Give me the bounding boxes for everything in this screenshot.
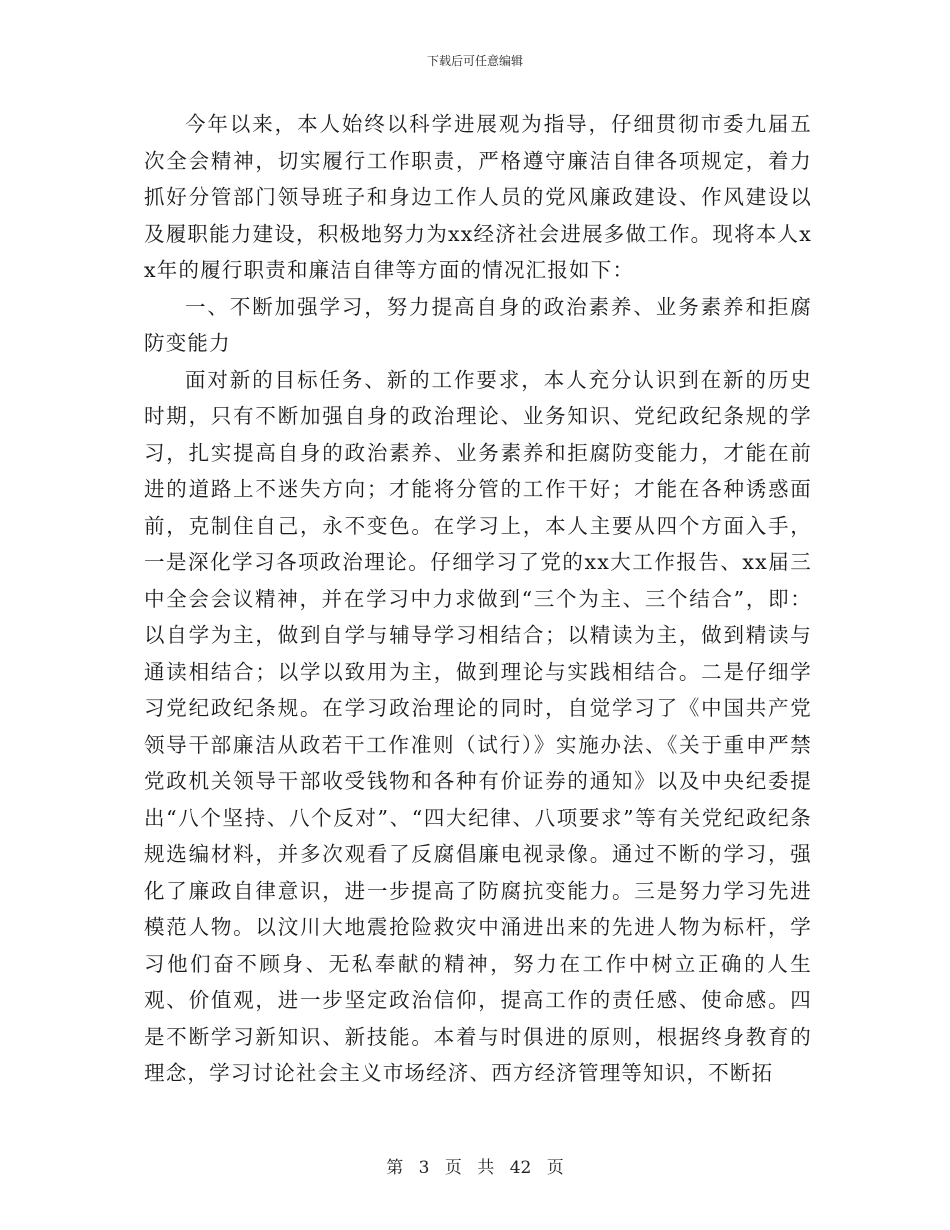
page-header: 下载后可任意编辑: [426, 54, 523, 68]
body-paragraph: 面对新的目标任务、新的工作要求，本人充分认识到在新的历史时期，只有不断加强自身的政治理论、业务知识、党纪政纪条规的学习，扎实提高自身的政治素养、业务素养和拒腐防变能力，才能在前进的道路上不迷失方向；才能将分管的工作干好；才能在各种诱惑面前，克制住自己，永不变色。在学习上，本人主要从四个方面入手，一是深化学习各项政治理论。仔细学习了党的xx大工作报告、xx届三中全会会议精神，并在学习中力求做到“三个为主、三个结合”，即：以自学为主，做到自学与辅导学习相结合；以精读为主，做到精读与通读相结合；以学以致用为主，做到理论与实践相结合。二是仔细学习党纪政纪条规。在学习政治理论的同时，自觉学习了《中国共产党领导干部廉洁从政若干工作准则（试行）》实施办法、《关于重申严禁党政机关领导干部收受钱物和各种有价证券的通知》以及中央纪委提出“八个坚持、八个反对”、“四大纪律、八项要求”等有关党纪政纪条规选编材料，并多次观看了反腐倡廉电视录像。通过不断的学习，强化了廉政自律意识，进一步提高了防腐抗变能力。三是努力学习先进模范人物。以汶川大地震抢险救灾中涌进出来的先进人物为标杆，学习他们奋不顾身、无私奉献的精神，努力在工作中树立正确的人生观、价值观，进一步坚定政治信仰，提高工作的责任感、使命感。四是不断学习新知识、新技能。本着与时俱进的原则，根据终身教育的理念，学习讨论社会主义市场经济、西方经济管理等知识，不断拓: [144, 367, 812, 1085]
footer-total-unit: 页: [546, 1158, 564, 1178]
current-page-number: 3: [418, 1158, 430, 1178]
body-paragraph: 今年以来，本人始终以科学进展观为指导，仔细贯彻市委九届五次全会精神，切实履行工作职责，严格遵守廉洁自律各项规定，着力抓好分管部门领导班子和身边工作人员的党风廉政建设、作风建设以及履职能力建设，积极地努力为xx经济社会进展多做工作。现将本人xx年的履行职责和廉洁自律等方面的情况汇报如下：: [144, 112, 812, 282]
footer-total-prefix: 共: [477, 1158, 495, 1178]
page-footer: [0, 1157, 950, 1179]
document-body: [144, 106, 812, 1092]
footer-prefix: 第: [386, 1158, 404, 1178]
total-page-count: 42: [509, 1158, 532, 1178]
section-heading: 一、不断加强学习，努力提高自身的政治素养、业务素养和拒腐防变能力: [144, 294, 812, 355]
footer-page-unit: 页: [444, 1158, 462, 1178]
